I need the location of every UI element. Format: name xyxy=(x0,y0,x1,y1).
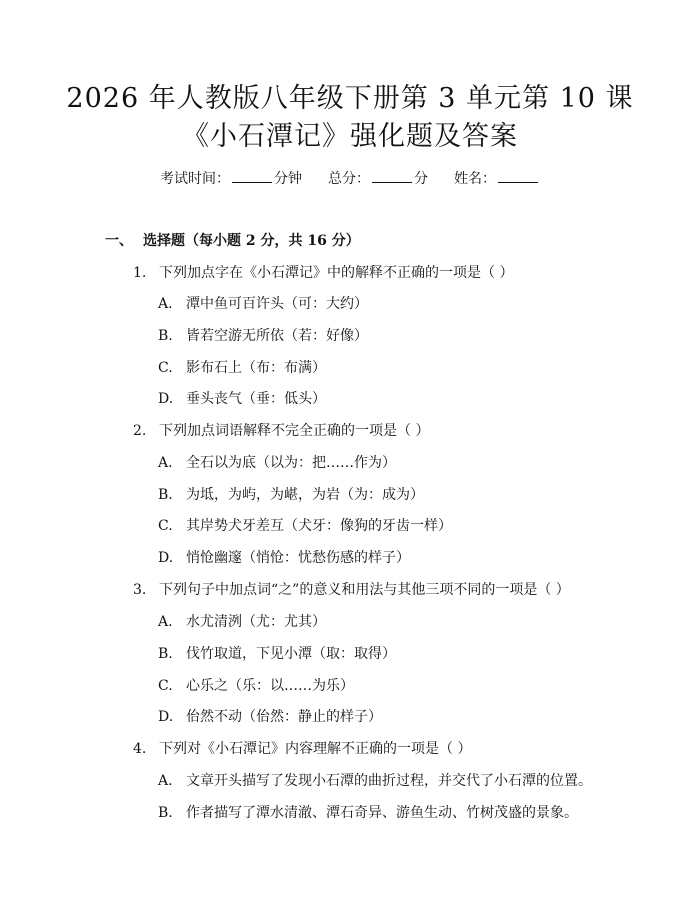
question-text: 下列加点词语解释不完全正确的一项是（ ） xyxy=(159,423,430,439)
question-2-option-a xyxy=(158,453,396,473)
option-letter: D. xyxy=(158,709,174,725)
section-number: 一、 xyxy=(105,233,133,249)
question-1 xyxy=(133,263,513,283)
question-2 xyxy=(133,421,429,441)
option-text: 佁然不动（佁然：静止的样子） xyxy=(186,709,382,725)
question-4 xyxy=(133,739,471,759)
question-3-option-a xyxy=(158,612,326,632)
option-letter: A. xyxy=(158,773,173,789)
option-text: 其岸势犬牙差互（犬牙：像狗的牙齿一样） xyxy=(186,518,452,534)
exam-info-row xyxy=(0,169,700,189)
total-score-unit: 分 xyxy=(414,171,428,187)
question-4-option-a xyxy=(158,771,592,791)
option-letter: D. xyxy=(158,391,174,407)
question-text: 下列对《小石潭记》内容理解不正确的一项是（ ） xyxy=(159,741,472,757)
question-1-option-c xyxy=(158,358,326,378)
option-text: 为坻，为屿，为嵁，为岩（为：成为） xyxy=(186,487,424,503)
exam-time-blank xyxy=(232,169,272,183)
option-text: 文章开头描写了发现小石潭的曲折过程，并交代了小石潭的位置。 xyxy=(186,773,592,789)
total-score-blank xyxy=(372,169,412,183)
option-letter: B. xyxy=(158,646,173,662)
option-letter: C. xyxy=(158,678,173,694)
option-text: 潭中鱼可百许头（可：大约） xyxy=(186,296,368,312)
question-4-option-b xyxy=(158,803,578,823)
question-3 xyxy=(133,580,570,600)
option-text: 全石以为底（以为：把……作为） xyxy=(186,455,396,471)
question-number: 2. xyxy=(133,423,147,439)
option-text: 悄怆幽邃（悄怆：忧愁伤感的样子） xyxy=(186,550,410,566)
question-3-option-c xyxy=(158,676,354,696)
exam-time-label: 考试时间： xyxy=(160,171,230,187)
option-letter: C. xyxy=(158,518,173,534)
student-name-label: 姓名： xyxy=(454,171,496,187)
option-letter: B. xyxy=(158,805,173,821)
question-1-option-b xyxy=(158,326,368,346)
option-text: 垂头丧气（垂：低头） xyxy=(186,391,326,407)
option-text: 影布石上（布：布满） xyxy=(186,360,326,376)
option-text: 伐竹取道，下见小潭（取：取得） xyxy=(186,646,396,662)
question-3-option-b xyxy=(158,644,396,664)
section-heading xyxy=(105,231,360,251)
option-letter: B. xyxy=(158,487,173,503)
question-1-option-a xyxy=(158,294,368,314)
question-number: 1. xyxy=(133,265,147,281)
option-text: 作者描写了潭水清澈、潭石奇异、游鱼生动、竹树茂盛的景象。 xyxy=(186,805,578,821)
question-1-option-d xyxy=(158,389,326,409)
option-letter: C. xyxy=(158,360,173,376)
option-letter: A. xyxy=(158,455,173,471)
option-letter: A. xyxy=(158,296,173,312)
question-2-option-c xyxy=(158,516,452,536)
question-number: 4. xyxy=(133,741,147,757)
option-text: 水尤清洌（尤：尤其） xyxy=(186,614,326,630)
student-name-blank xyxy=(498,169,538,183)
question-text: 下列句子中加点词“之”的意义和用法与其他三项不同的一项是（ ） xyxy=(159,582,570,598)
option-letter: B. xyxy=(158,328,173,344)
section-title: 选择题（每小题 2 分，共 16 分） xyxy=(143,233,360,249)
option-text: 皆若空游无所依（若：好像） xyxy=(186,328,368,344)
document-title-line-2: 《小石潭记》强化题及答案 xyxy=(182,121,518,152)
total-score-label: 总分： xyxy=(328,171,370,187)
question-number: 3. xyxy=(133,582,147,598)
option-letter: D. xyxy=(158,550,174,566)
question-3-option-d xyxy=(158,707,382,727)
document-title-line-1: 2026 年人教版八年级下册第 3 单元第 10 课 xyxy=(66,83,634,114)
question-text: 下列加点字在《小石潭记》中的解释不正确的一项是（ ） xyxy=(159,265,514,281)
option-letter: A. xyxy=(158,614,173,630)
exam-time-unit: 分钟 xyxy=(274,171,302,187)
option-text: 心乐之（乐：以……为乐） xyxy=(186,678,354,694)
question-2-option-d xyxy=(158,548,410,568)
question-2-option-b xyxy=(158,485,424,505)
